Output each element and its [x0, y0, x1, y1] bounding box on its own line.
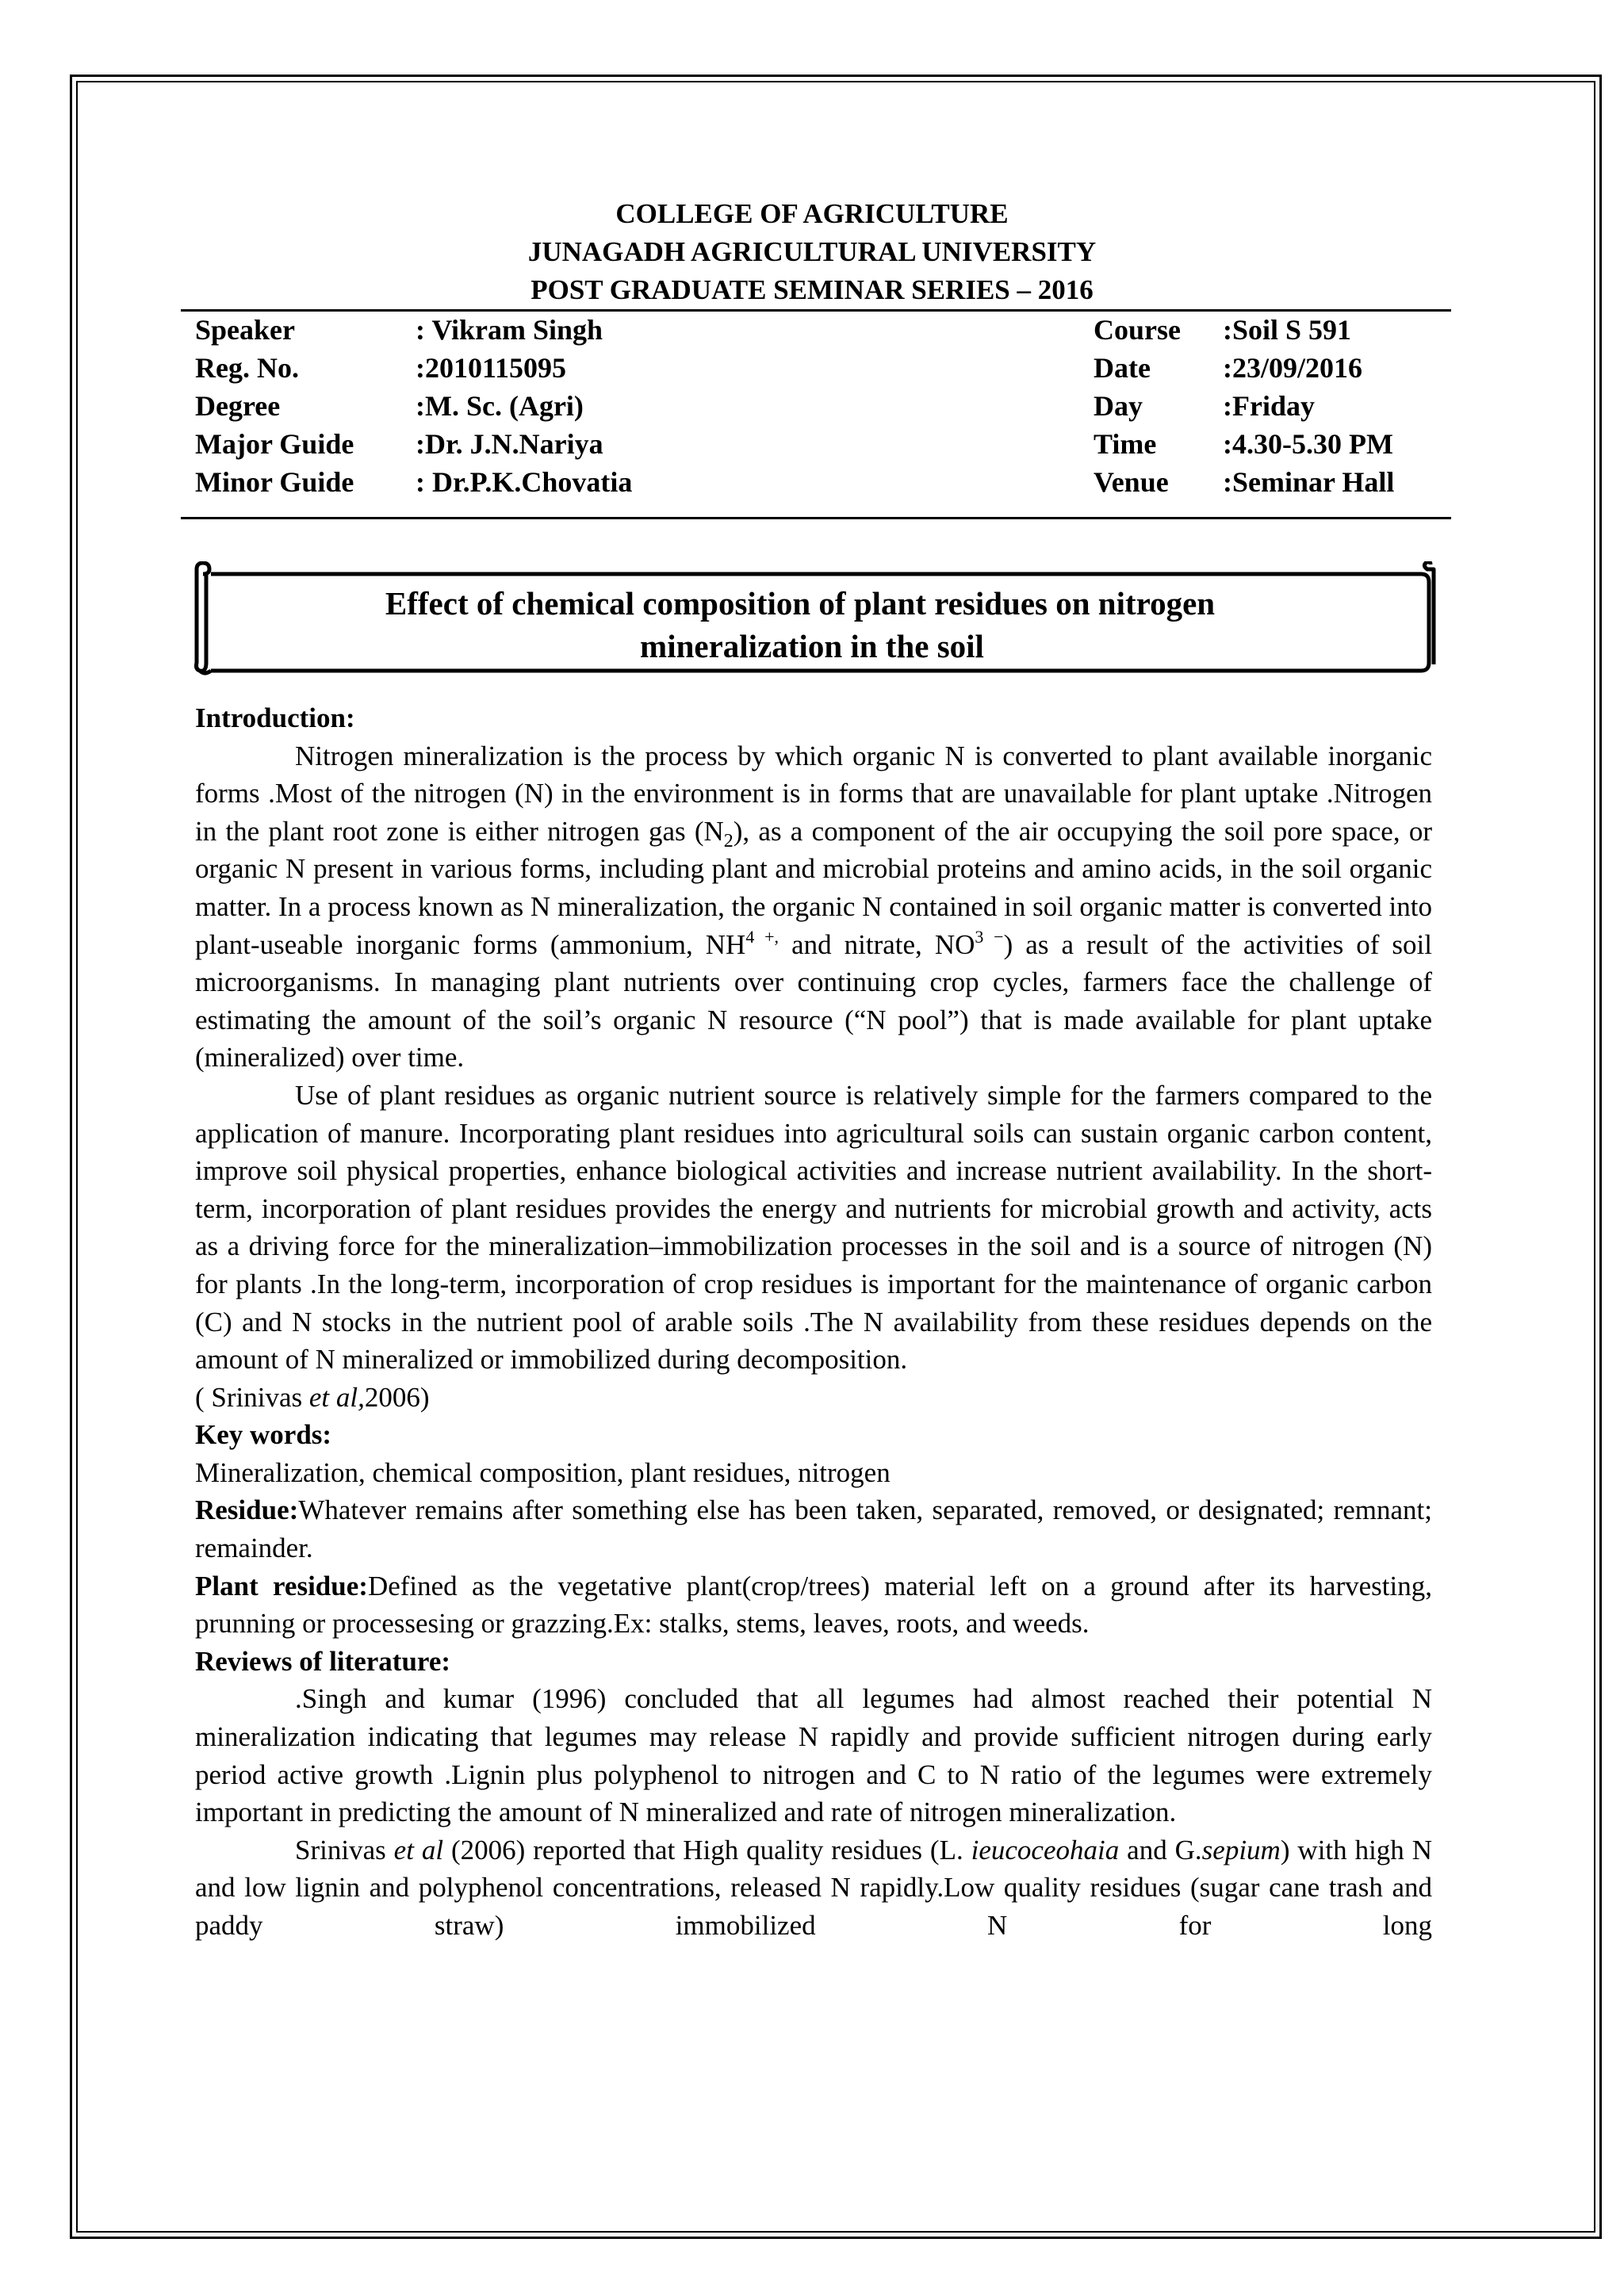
college-name: COLLEGE OF AGRICULTURE — [615, 198, 1009, 229]
document-body — [195, 699, 1432, 1945]
time-value: :4.30-5.30 PM — [1223, 428, 1393, 460]
plant-residue-term: Plant residue: — [195, 1570, 368, 1601]
residue-text: Whatever remains after something else has been taken, separated, removed, or designated; remnant; remainder. — [195, 1494, 1432, 1564]
info-row — [195, 425, 1432, 463]
keywords-heading: Key words: — [195, 1419, 332, 1451]
review-2-author: Srinivas — [295, 1834, 394, 1866]
review-2-etal: et al — [393, 1834, 444, 1866]
intro-citation — [195, 1379, 1432, 1417]
major-guide-label: Major Guide — [195, 428, 354, 460]
major-guide-value: :Dr. J.N.Nariya — [416, 428, 603, 460]
review-2-part-c: and G. — [1119, 1834, 1202, 1866]
plant-residue-definition — [195, 1567, 1432, 1643]
species-2: sepium — [1201, 1834, 1281, 1866]
species-1: ieucoceohaia — [971, 1834, 1120, 1866]
info-row — [195, 311, 1432, 349]
intro-p1-part-b: ), as a component of the air occupying the soil pore space, or organic N present in various forms, including plant and microbial proteins and amino acids, in the soil organic matter. In a process known as N mineralization, the organic N contained in soil organic matter is converted into plant-useable inorganic forms (ammonium, NH — [195, 815, 1432, 960]
intro-paragraph-1 — [195, 737, 1432, 1077]
citation-etal: et al, — [308, 1381, 365, 1413]
info-row — [195, 349, 1432, 387]
date-value: :23/09/2016 — [1223, 352, 1362, 384]
residue-definition — [195, 1491, 1432, 1567]
university-name: JUNAGADH AGRICULTURAL UNIVERSITY — [527, 236, 1097, 267]
info-row — [195, 463, 1432, 501]
intro-p1-part-a: Nitrogen mineralization is the process by which organic N is converted to plant available inorganic forms .Most of the nitrogen (N) in the environment is in forms that are unavailable for plant uptake .Nitrogen in the plant root zone is either nitrogen gas (N — [195, 740, 1432, 847]
speaker-value: : Vikram Singh — [416, 314, 603, 346]
plant-residue-text: Defined as the vegetative plant(crop/trees) material left on a ground after its harvesting, prunning or processesing or grazzing.Ex: stalks, stems, leaves, roots, and weeds. — [195, 1570, 1432, 1640]
course-value: :Soil S 591 — [1223, 314, 1352, 346]
day-value: :Friday — [1223, 390, 1315, 422]
speaker-label: Speaker — [195, 314, 295, 346]
header-rule-bottom — [181, 517, 1451, 519]
reg-label: Reg. No. — [195, 352, 299, 384]
venue-value: :Seminar Hall — [1223, 466, 1395, 498]
intro-paragraph-2: Use of plant residues as organic nutrient source is relatively simple for the farmers compared to the application of manure. Incorporating plant residues into agricultural soils can sustain organic carbon content, improve soil physical properties, enhance biological activities and increase nutrient availability. In the short-term, incorporation of plant residues provides the energy and nutrients for microbial growth and activity, acts as a driving force for the mineralization–immobilization processes in the soil and is a source of nitrogen (N) for plants .In the long-term, incorporation of crop residues is important for the maintenance of organic carbon (C) and N stocks in the nutrient pool of arable soils .The N availability from these residues depends on the amount of N mineralized or immobilized during decomposition. — [195, 1079, 1432, 1376]
introduction-heading: Introduction: — [195, 702, 355, 733]
minor-guide-value: : Dr.P.K.Chovatia — [416, 466, 633, 498]
seminar-info-table — [195, 311, 1432, 501]
intro-p1-part-d: ) as a result of the activities of soil microorganisms. In managing plant nutrients over continuing crop cycles, farmers face the challenge of estimating the amount of the soil’s organic N resource (“N pool”) that is made available for plant uptake (mineralized) over time. — [195, 928, 1432, 1073]
minor-guide-label: Minor Guide — [195, 466, 354, 498]
review-2 — [195, 1831, 1432, 1945]
intro-p1-part-c: and nitrate, NO — [779, 928, 975, 960]
reg-value: :2010115095 — [416, 352, 567, 384]
nitrate-superscript: 3 − — [975, 926, 1004, 947]
venue-label: Venue — [1094, 466, 1169, 498]
residue-term: Residue: — [195, 1494, 299, 1526]
degree-value: :M. Sc. (Agri) — [416, 390, 584, 422]
info-row — [195, 387, 1432, 425]
seminar-title — [0, 582, 1624, 668]
citation-author: ( Srinivas — [195, 1381, 309, 1413]
day-label: Day — [1094, 390, 1143, 422]
date-label: Date — [1094, 352, 1151, 384]
review-2-part-d: ) with high N and low lignin and polyphenol concentrations, released N rapidly.Low quality residues (sugar cane trash and paddy straw) immobilized N for long — [195, 1834, 1433, 1941]
keywords-text: Mineralization, chemical composition, plant residues, nitrogen — [195, 1456, 891, 1488]
degree-label: Degree — [195, 390, 281, 422]
n2-subscript: 2 — [723, 830, 733, 851]
seminar-series: POST GRADUATE SEMINAR SERIES – 2016 — [530, 274, 1094, 305]
review-1: .Singh and kumar (1996) concluded that all legumes had almost reached their potential N mineralization indicating that legumes may release N rapidly and provide sufficient nitrogen during early period active growth .Lignin plus polyphenol to nitrogen and C to N ratio of the legumes were extremely important in predicting the amount of N mineralized and rate of nitrogen mineralization. — [195, 1683, 1432, 1828]
citation-year: 2006) — [364, 1381, 430, 1413]
review-2-part-b: (2006) reported that High quality residues (L. — [443, 1834, 971, 1866]
ammonium-superscript: 4 +, — [745, 926, 779, 947]
title-line-2: mineralization in the soil — [640, 628, 984, 664]
time-label: Time — [1094, 428, 1157, 460]
title-line-1: Effect of chemical composition of plant residues on nitrogen — [385, 585, 1216, 622]
reviews-heading: Reviews of literature: — [195, 1645, 451, 1677]
course-label: Course — [1094, 314, 1181, 346]
